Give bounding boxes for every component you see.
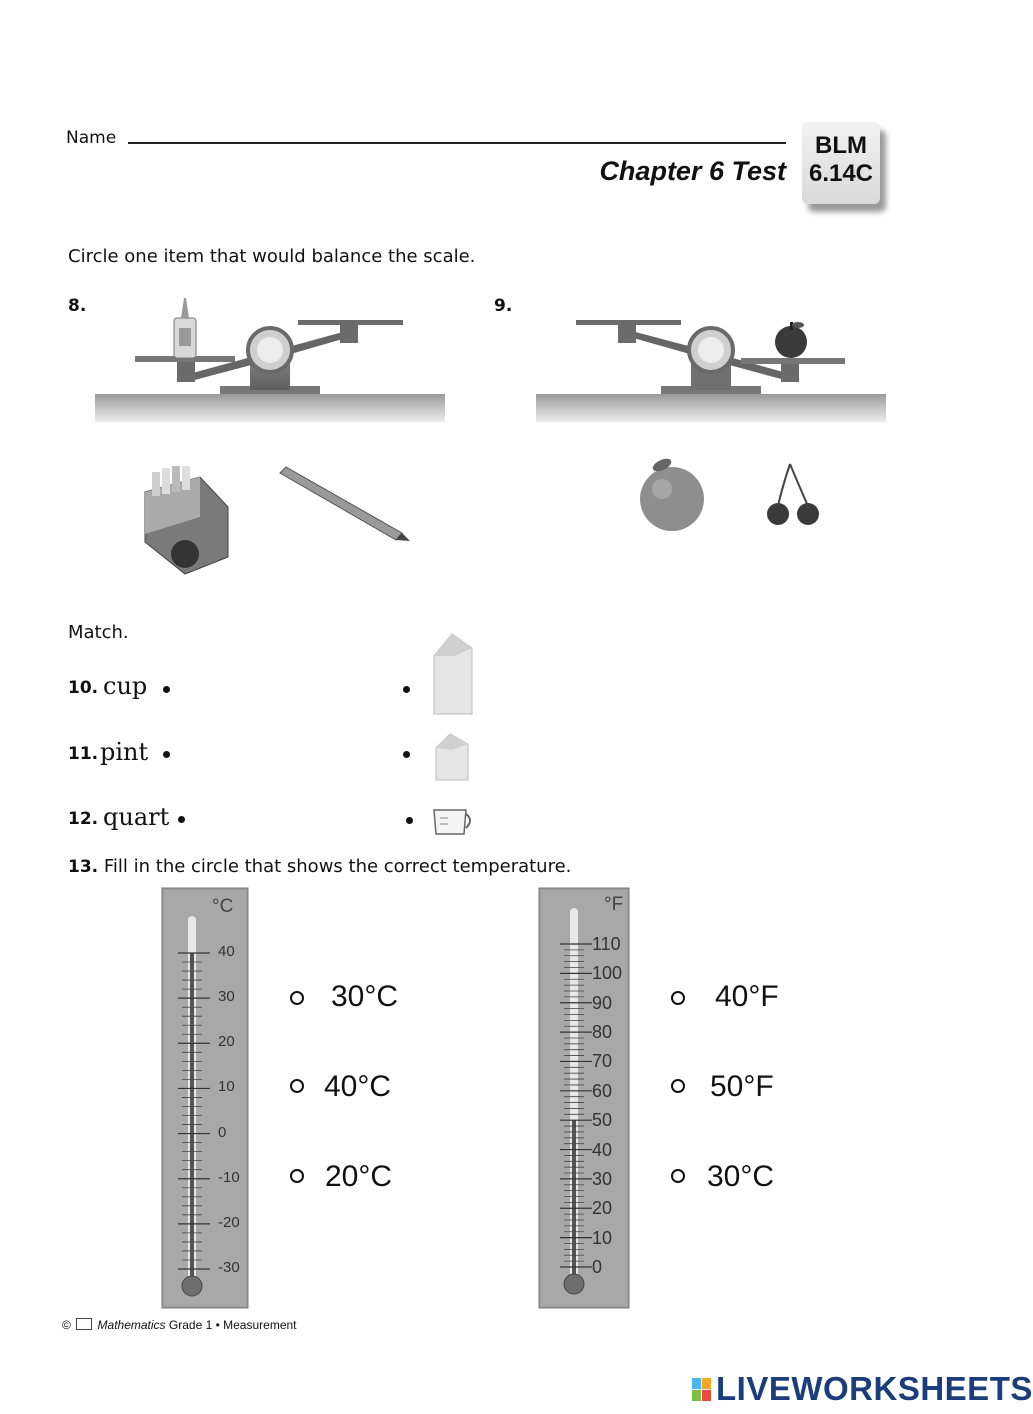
fahrenheit-tick-label: 30 bbox=[592, 1168, 613, 1189]
liveworksheets-brand: LIVEWORKSHEETS bbox=[716, 1370, 1033, 1407]
copyright-symbol: © bbox=[62, 1318, 71, 1332]
footer-book-title: Mathematics bbox=[97, 1318, 166, 1332]
fahrenheit-option-2-radio[interactable] bbox=[671, 1079, 685, 1093]
fahrenheit-tick-label: 40 bbox=[592, 1139, 613, 1160]
balance-scale-9 bbox=[536, 290, 886, 425]
liveworksheets-logo-icon bbox=[692, 1378, 712, 1402]
blm-code: 6.14C bbox=[808, 160, 874, 187]
pencil-choice[interactable] bbox=[272, 465, 412, 545]
match-dot-quart[interactable] bbox=[178, 816, 185, 823]
fahrenheit-tick-label: 90 bbox=[592, 992, 613, 1013]
match-dot-cup[interactable] bbox=[163, 686, 170, 693]
fahrenheit-option-1: 40°F bbox=[715, 980, 779, 1013]
crayon-box-choice[interactable] bbox=[140, 462, 235, 577]
half-gallon-carton-icon[interactable] bbox=[428, 630, 478, 716]
temperature-instruction-text: Fill in the circle that shows the correct temperature. bbox=[103, 856, 572, 877]
chapter-title: Chapter 6 Test bbox=[599, 156, 786, 186]
orange-choice[interactable] bbox=[632, 455, 712, 535]
celsius-tick-label: 0 bbox=[218, 1123, 227, 1141]
fahrenheit-tick-label: 0 bbox=[592, 1257, 603, 1277]
balance-scale-8 bbox=[95, 290, 445, 425]
celsius-tick-label: 10 bbox=[218, 1078, 235, 1096]
celsius-option-1: 30°C bbox=[331, 980, 399, 1013]
celsius-option-2: 40°C bbox=[324, 1070, 392, 1103]
celsius-tick-label: -20 bbox=[218, 1213, 240, 1231]
book-icon bbox=[76, 1318, 92, 1330]
celsius-tick-label: 30 bbox=[218, 988, 235, 1006]
scale-instruction: Circle one item that would balance the scale. bbox=[68, 246, 476, 267]
celsius-tick-label: 40 bbox=[218, 943, 235, 960]
word-pint: pint bbox=[100, 738, 149, 766]
name-field[interactable] bbox=[128, 142, 786, 144]
celsius-tick-label: 20 bbox=[218, 1033, 235, 1051]
cherries-choice[interactable] bbox=[764, 460, 824, 530]
celsius-tick-label: -30 bbox=[218, 1259, 240, 1276]
fahrenheit-tick-label: 10 bbox=[592, 1227, 613, 1248]
celsius-thermometer bbox=[162, 888, 248, 1308]
fahrenheit-bulb bbox=[564, 1274, 584, 1294]
fahrenheit-option-3: 30°C bbox=[707, 1160, 775, 1193]
name-label: Name bbox=[66, 128, 117, 148]
measuring-cup-icon[interactable] bbox=[428, 806, 476, 838]
question-12-number: 12. bbox=[68, 809, 99, 829]
celsius-option-3-radio[interactable] bbox=[290, 1169, 304, 1183]
fahrenheit-tick-label: 110 bbox=[592, 934, 621, 954]
fahrenheit-option-3-radio[interactable] bbox=[671, 1169, 685, 1183]
word-cup: cup bbox=[103, 672, 148, 700]
footer bbox=[62, 1318, 297, 1332]
celsius-option-2-radio[interactable] bbox=[290, 1079, 304, 1093]
match-dot-pint[interactable] bbox=[163, 751, 170, 758]
fahrenheit-tick-label: 60 bbox=[592, 1080, 613, 1101]
fahrenheit-option-2: 50°F bbox=[710, 1070, 774, 1103]
blm-label: BLM bbox=[815, 132, 867, 159]
match-dot-measuring[interactable] bbox=[406, 817, 413, 824]
question-8-number: 8. bbox=[68, 296, 87, 316]
celsius-tick-label: -10 bbox=[218, 1168, 240, 1186]
question-11-number: 11. bbox=[68, 744, 99, 764]
celsius-bulb bbox=[182, 1276, 202, 1296]
milk-carton-icon[interactable] bbox=[432, 732, 474, 782]
temperature-instruction bbox=[68, 856, 571, 877]
celsius-mercury bbox=[190, 953, 194, 1286]
match-dot-carton[interactable] bbox=[403, 686, 410, 693]
question-9-number: 9. bbox=[494, 296, 513, 316]
apple-icon bbox=[775, 322, 807, 358]
fahrenheit-tick-label: 50 bbox=[592, 1110, 613, 1131]
fahrenheit-tick-label: 70 bbox=[592, 1051, 613, 1072]
question-13-number: 13. bbox=[68, 857, 99, 877]
word-quart: quart bbox=[103, 803, 170, 831]
fahrenheit-unit: °F bbox=[604, 894, 624, 915]
footer-rest: Grade 1 • Measurement bbox=[168, 1318, 297, 1332]
question-10-number: 10. bbox=[68, 678, 99, 698]
blm-badge bbox=[802, 122, 880, 204]
celsius-option-1-radio[interactable] bbox=[290, 991, 304, 1005]
fahrenheit-tick-label: 20 bbox=[592, 1198, 613, 1219]
celsius-unit: °C bbox=[212, 896, 234, 917]
glue-bottle-icon bbox=[174, 298, 196, 358]
match-dot-milk[interactable] bbox=[403, 751, 410, 758]
fahrenheit-option-1-radio[interactable] bbox=[671, 991, 685, 1005]
match-instruction: Match. bbox=[68, 622, 129, 643]
fahrenheit-tick-label: 80 bbox=[592, 1022, 613, 1043]
fahrenheit-tick-label: 100 bbox=[592, 963, 623, 984]
celsius-option-3: 20°C bbox=[325, 1160, 393, 1193]
